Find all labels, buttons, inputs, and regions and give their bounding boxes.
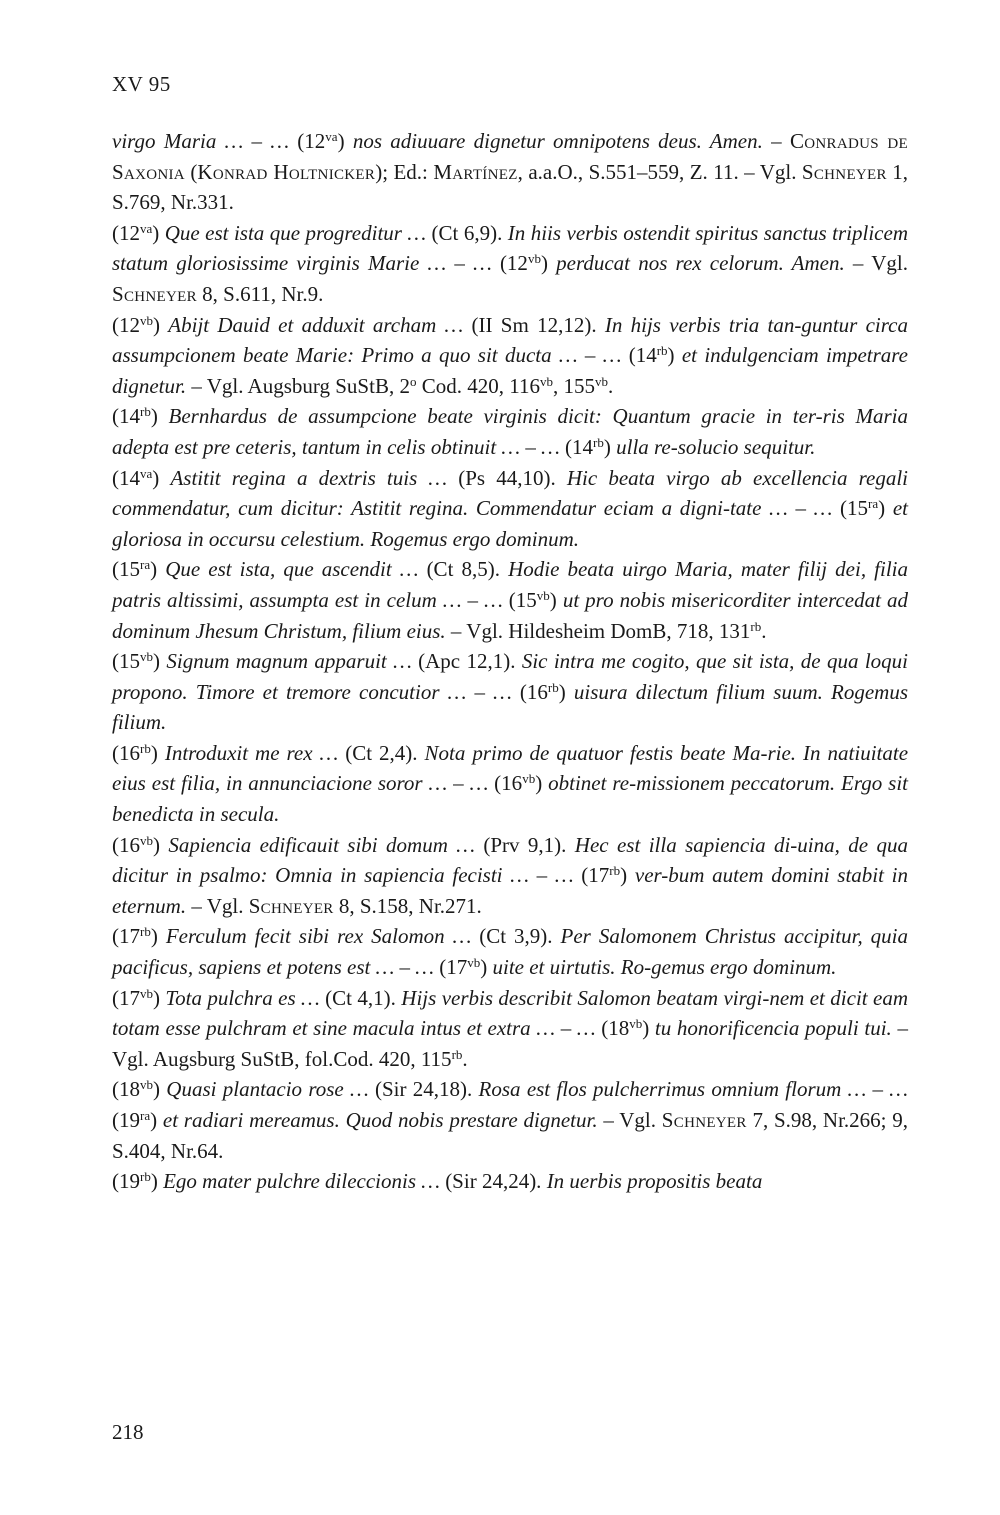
running-header: XV 95 — [112, 72, 171, 96]
entry-14rb: $(14^{rb})$ Bernhardus de assumpcione beate virginis dicit: Quantum gracie in ter-ris Maria adepta est pre ceteris, tantum in celis obtinuit … – … $(14^{rb})$ ulla re-solucio sequitur. — [112, 404, 908, 459]
entry-17vb: $(17^{vb})$ Tota pulchra es … (Ct 4,1). Hijs verbis describit Salomon beatam virgi-nem et dicit eam totam esse pulchram et sine macula intus et extra … – … $(18^{vb})$ tu honorificencia populi tui. – Vgl. Augsburg SuStB, fol.Cod. 420, $115^{rb}$. — [112, 985, 909, 1071]
entry-15vb: $(15^{vb})$ Signum magnum apparuit … (Apc 12,1). Sic intra me cogito, que sit ista, de qua loqui propono. Timore et tremore concutior … – … $(16^{rb})$ uisura dilectum filium suum. Rogemus filium. — [112, 649, 908, 735]
entry-19rb: $(19^{rb})$ Ego mater pulchre dileccionis … (Sir 24,24). In uerbis propositis beata — [112, 1169, 763, 1194]
entry-12vb: $(12^{vb})$ Abijt Dauid et adduxit archam … (II Sm 12,12). In hijs verbis tria tan-guntur circa assumpcionem beate Marie: Primo a quo sit ducta … – … $(14^{rb})$ et indulgenciam impetrare dignetur. – Vgl. Augsburg SuStB, 2$^o$ Cod. 420, $116^{vb}$, $155^{vb}$. — [112, 312, 908, 398]
entry-continuation: virgo Maria … – … $(12^{va})$ nos adiuuare dignetur omnipotens deus. Amen. – Conradus de Saxonia (Konrad Holtnicker); Ed.: Martínez, a.a.O., S.551–559, Z. 11. – Vgl. Schneyer 1, S.769, Nr.331. — [112, 129, 909, 215]
entry-17rb: $(17^{rb})$ Ferculum fecit sibi rex Salomon … (Ct 3,9). Per Salomonem Christus accipitur, quia pacificus, sapiens et potens est … – … $(17^{vb})$ uite et uirtutis. Ro-gemus ergo dominum. — [112, 924, 909, 980]
catalog-entries — [112, 126, 908, 1197]
entry-16rb: $(16^{rb})$ Introduxit me rex … (Ct 2,4). Nota primo de quatuor festis beate Ma-rie. In natiuitate eius est filia, in annunciacione soror … – … $(16^{vb})$ obtinet re-missionem peccatorum. Ergo sit benedicta in secula. — [112, 740, 909, 827]
entry-18vb: $(18^{vb})$ Quasi plantacio rose … (Sir 24,18). Rosa est flos pulcherrimus omnium florum … – … $(19^{ra})$ et radiari mereamus. Quod nobis prestare dignetur. – Vgl. Schneyer 7, S.98, Nr.266; 9, S.404, Nr.64. — [112, 1077, 909, 1163]
entry-14va: $(14^{va})$ Astitit regina a dextris tuis … (Ps 44,10). Hic beata virgo ab excellencia regali commendatur, cum dicitur: Astitit regina. Commendatur eciam a digni-tate … – … $(15^{ra})$ et gloriosa in occursu celestium. Rogemus ergo dominum. — [112, 465, 908, 551]
page-number: 218 — [112, 1420, 144, 1444]
entry-16vb: $(16^{vb})$ Sapiencia edificauit sibi domum … (Prv 9,1). Hec est illa sapiencia di-uina, de qua dicitur in psalmo: Omnia in sapiencia fecisti … – … $(17^{rb})$ ver-bum autem domini stabit in eternum. – Vgl. Schneyer 8, S.158, Nr.271. — [112, 832, 909, 918]
entry-12va: $(12^{va})$ Que est ista que progreditur … (Ct 6,9). In hiis verbis ostendit spiritus sanctus triplicem statum gloriosissime virginis Marie … – … $(12^{vb})$ perducat nos rex celorum. Amen. – Vgl. Schneyer 8, S.611, Nr.9. — [112, 220, 908, 306]
entry-15ra: $(15^{ra})$ Que est ista, que ascendit … (Ct 8,5). Hodie beata uirgo Maria, mater filij dei, filia patris altissimi, assumpta est in celum … – … $(15^{vb})$ ut pro nobis misericorditer intercedat ad dominum Jhesum Christum, filium eius. – Vgl. Hildesheim DomB, 718, $131^{rb}$. — [112, 557, 908, 643]
